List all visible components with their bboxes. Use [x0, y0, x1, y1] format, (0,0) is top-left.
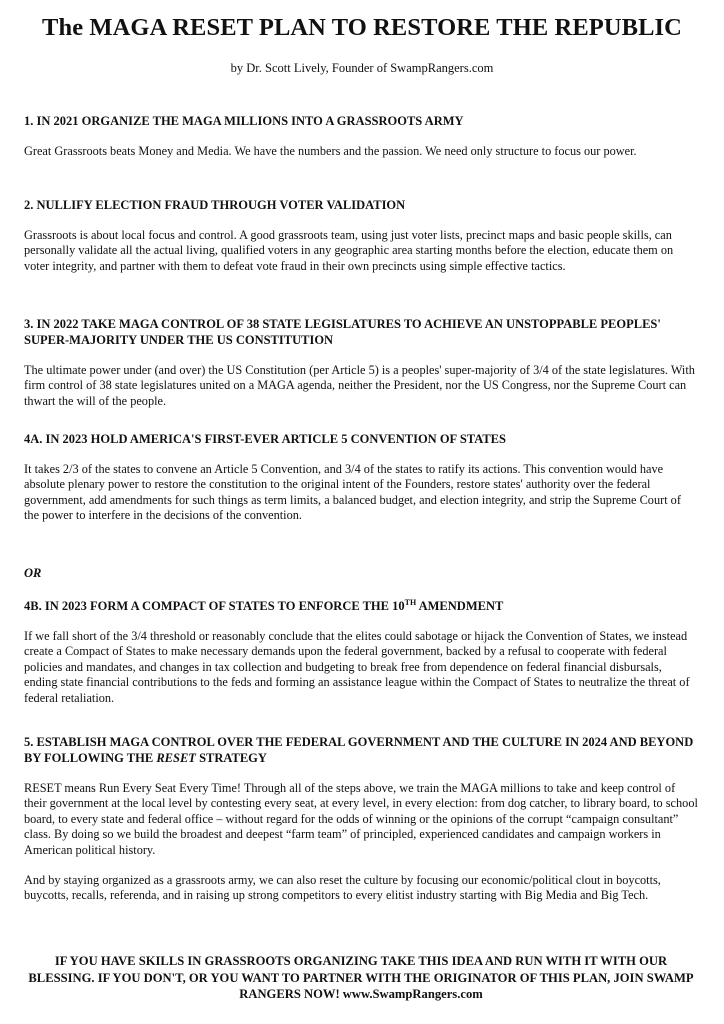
section-heading — [24, 734, 698, 766]
section-body-2: And by staying organized as a grassroots army, we can also reset the culture by focusing our economic/political clout in boycotts, buycotts, recalls, referenda, and in raising up strong competitors to every elitist industry starting with Big Media and Big Tech. — [24, 873, 661, 903]
section-3 — [24, 316, 698, 409]
section-heading: 1. IN 2021 ORGANIZE THE MAGA MILLIONS INTO A GRASSROOTS ARMY — [24, 114, 464, 128]
section-5 — [24, 734, 698, 904]
section-body: RESET means Run Every Seat Every Time! Through all of the steps above, we train the MAGA millions to take and keep control of their government at the local level by contesting every seat, at every level, in every election: from dog catcher, to library board, to school board, to every state and federal office – without regard for the odds of winning or the opinions of the corrupt “campaign consultant” class. By doing so we build the broadest and deepest “farm team” of principled, experienced candidates and campaign workers in American political history. — [24, 781, 698, 857]
heading-superscript: TH — [404, 597, 417, 607]
heading-emphasis: RESET — [156, 751, 196, 765]
section-1 — [24, 113, 698, 159]
heading-text: 4B. IN 2023 FORM A COMPACT OF STATES TO ENFORCE THE 10 — [24, 599, 405, 613]
section-body: Great Grassroots beats Money and Media. We have the numbers and the passion. We need only structure to focus our power. — [24, 144, 637, 158]
section-heading: 4A. IN 2023 HOLD AMERICA'S FIRST-EVER ARTICLE 5 CONVENTION OF STATES — [24, 432, 506, 446]
section-4b — [24, 598, 698, 706]
section-heading: 3. IN 2022 TAKE MAGA CONTROL OF 38 STATE LEGISLATURES TO ACHIEVE AN UNSTOPPABLE PEOPLES' SUPER-MAJORITY UNDER THE US CONSTITUTION — [24, 317, 661, 347]
byline: by Dr. Scott Lively, Founder of SwampRangers.com — [230, 61, 494, 75]
or-separator — [24, 566, 698, 581]
section-2 — [24, 197, 698, 274]
section-heading — [24, 598, 698, 614]
section-body: If we fall short of the 3/4 threshold or reasonably conclude that the elites could sabotage or hijack the Convention of States, we instead create a Compact of States to make necessary demands upon the federal government, backed by a refusal to cooperate with federal policies and mandates, and changes in tax collection and budgeting to break free from dependence on federal financial disbursals, ending state financial contributions to the feds and forming an assistance league within the Compact of States to neutralize the threat of federal retaliation. — [24, 629, 690, 705]
heading-text-end: AMENDMENT — [416, 599, 504, 613]
page-title: The MAGA RESET PLAN TO RESTORE THE REPUBLIC — [42, 14, 682, 41]
section-heading: 2. NULLIFY ELECTION FRAUD THROUGH VOTER VALIDATION — [24, 198, 406, 212]
heading-text-end: STRATEGY — [195, 751, 267, 765]
section-4a — [24, 431, 698, 524]
section-body: The ultimate power under (and over) the US Constitution (per Article 5) is a peoples' super-majority of 3/4 of the state legislatures. With firm control of 38 state legislatures united on a MAGA agenda, neither the President, nor the US Congress, nor the Supreme Court can thwart the will of the people. — [24, 363, 695, 408]
call-to-action-footer: IF YOU HAVE SKILLS IN GRASSROOTS ORGANIZING TAKE THIS IDEA AND RUN WITH IT WITH OUR BLESSING. IF YOU DON'T, OR YOU WANT TO PARTNER WITH THE ORIGINATOR OF THIS PLAN, JOIN SWAMP RANGERS NOW! www.SwampRangers.com — [28, 954, 694, 1001]
section-body: It takes 2/3 of the states to convene an Article 5 Convention, and 3/4 of the states to ratify its actions. This convention would have absolute plenary power to restore the constitution to the original intent of the Founders, restore states' authority over the federal government, add amendments for such things as term limits, a balanced budget, and election integrity, and strip the Supreme Court of the power to interfere in the decisions of the convention. — [24, 462, 681, 523]
heading-text: 5. ESTABLISH MAGA CONTROL OVER THE FEDERAL GOVERNMENT AND THE CULTURE IN 2024 AND BEYOND BY FOLLOWING THE — [24, 735, 694, 765]
section-body: Grassroots is about local focus and control. A good grassroots team, using just voter lists, precinct maps and basic people skills, can personally validate all the actual living, qualified voters in any geographic area starting months before the election, educate them on voter integrity, and partner with them to defeat vote fraud in their own precincts using simple effective tactics. — [24, 228, 674, 273]
or-label: OR — [24, 566, 42, 580]
